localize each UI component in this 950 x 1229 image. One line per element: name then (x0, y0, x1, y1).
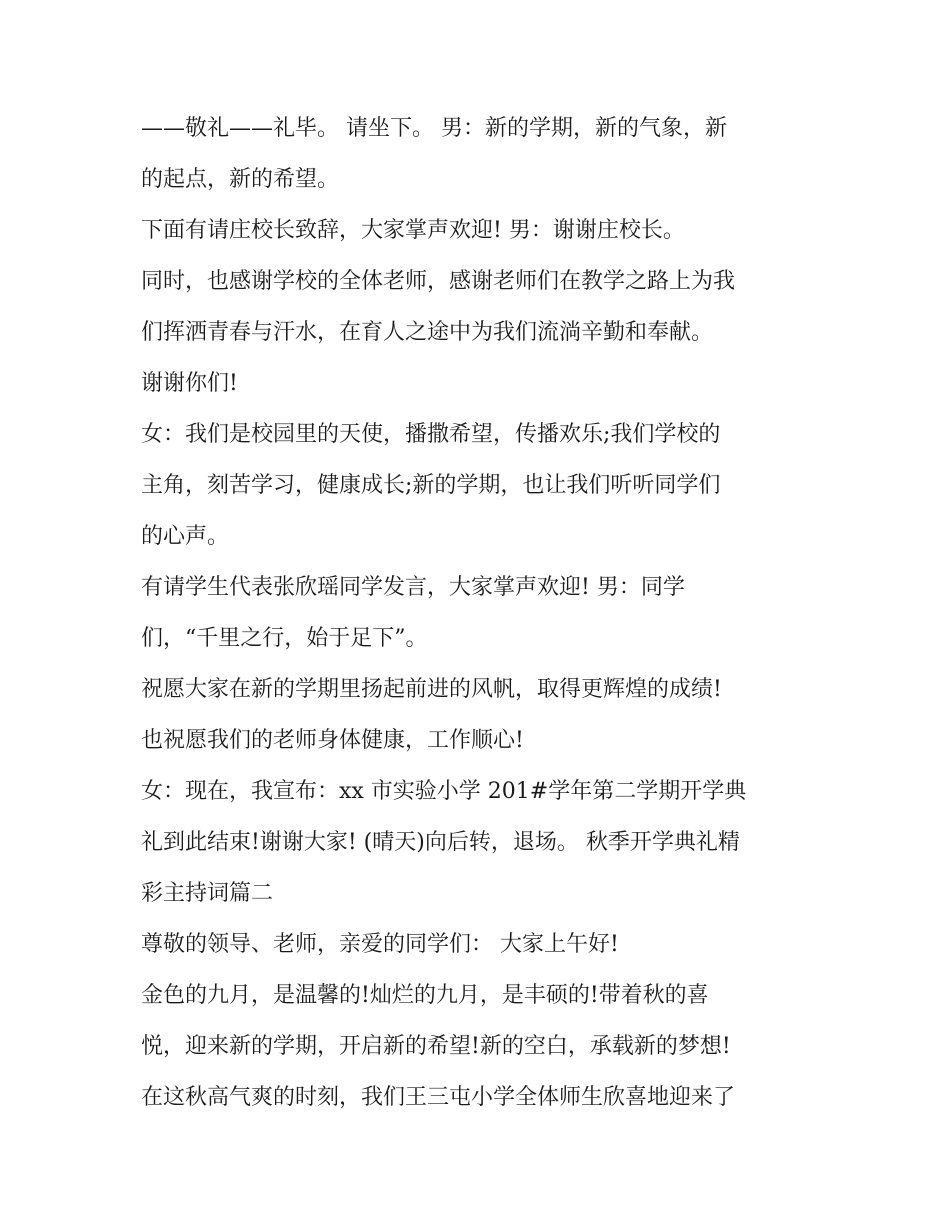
text-line: 的心声。 (141, 524, 230, 549)
text-line: 们，“千里之行，始于足下”。 (141, 626, 428, 651)
text-line: 礼到此结束!谢谢大家! (晴天)向后转，退场。 秋季开学典礼精 (141, 830, 740, 855)
text-line: 们挥洒青春与汗水，在育人之途中为我们流淌辛勤和奉献。 (141, 320, 714, 345)
text-line: 下面有请庄校长致辞，大家掌声欢迎! 男：谢谢庄校长。 (141, 218, 685, 243)
text-line: 悦，迎来新的学期，开启新的希望!新的空白，承载新的梦想! (141, 1034, 731, 1059)
text-line: 主角，刻苦学习，健康成长;新的学期，也让我们听听同学们 (141, 473, 721, 498)
text-line: 同时，也感谢学校的全体老师，感谢老师们在教学之路上为我 (141, 269, 736, 294)
text-line: ——敬礼——礼毕。 请坐下。 男：新的学期，新的气象，新 (141, 116, 727, 141)
text-line: 谢谢你们! (141, 371, 238, 396)
text-line: 有请学生代表张欣瑶同学发言，大家掌声欢迎! 男：同学 (141, 575, 685, 600)
text-line: 女：现在，我宣布：xx 市实验小学 201#学年第二学期开学典 (141, 779, 747, 804)
text-line: 尊敬的领导、老师，亲爱的同学们： 大家上午好! (141, 932, 619, 957)
text-line: 在这秋高气爽的时刻，我们王三屯小学全体师生欣喜地迎来了 (141, 1085, 736, 1110)
text-line: 金色的九月，是温馨的!灿烂的九月，是丰硕的!带着秋的喜 (141, 983, 709, 1008)
text-line: 彩主持词篇二 (141, 881, 274, 906)
text-line: 的起点，新的希望。 (141, 167, 340, 192)
text-line: 祝愿大家在新的学期里扬起前进的风帆，取得更辉煌的成绩! (141, 677, 722, 702)
text-line: 女：我们是校园里的天使，播撒希望，传播欢乐;我们学校的 (141, 422, 721, 447)
text-line: 也祝愿我们的老师身体健康，工作顺心! (141, 728, 524, 753)
